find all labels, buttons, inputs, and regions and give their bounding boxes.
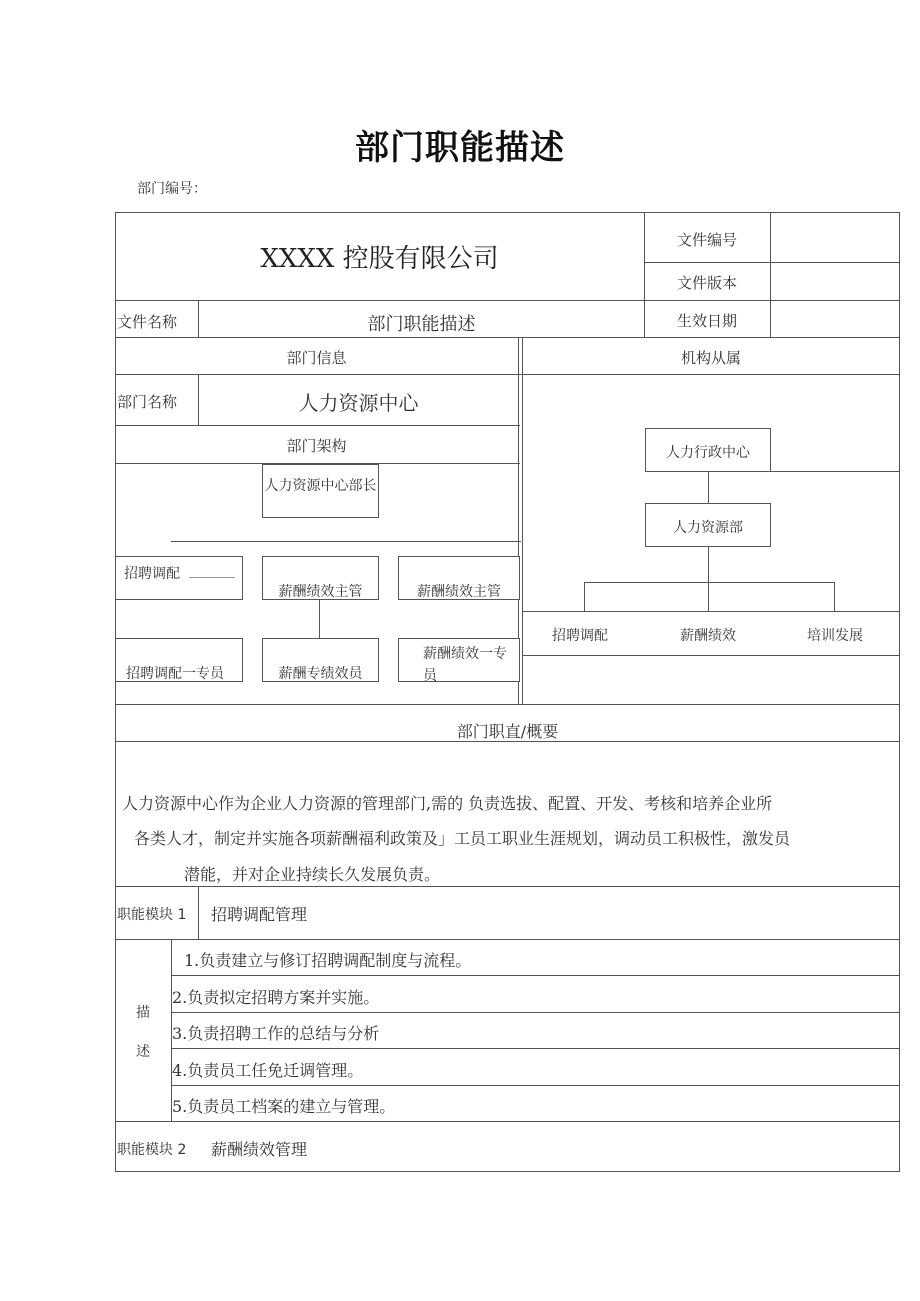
doc-version-label: 文件版本 bbox=[676, 274, 737, 292]
effective-date-label: 生效日期 bbox=[676, 312, 737, 330]
doc-number-field[interactable] bbox=[772, 218, 898, 260]
page-title: 部门职能描述 bbox=[355, 128, 565, 168]
summary-line-3: 潜能，并对企业持续长久发展负责。 bbox=[184, 865, 441, 884]
org-node-manager-2: 薪酬绩效主管 bbox=[262, 556, 379, 600]
summary-line-2: 各类人才，制定并实施各项薪酬福利政策及」工员工职业生涯规划，调动员工积极性，激发员 bbox=[134, 829, 791, 848]
doc-number-label: 文件编号 bbox=[676, 231, 737, 249]
affil-child-1: 招聘调配 bbox=[552, 628, 608, 644]
module-2-label: 职能模块 2 bbox=[117, 1142, 187, 1158]
module-1-item-1: 1.负责建立与修订招聘调配制度与流程。 bbox=[184, 951, 472, 970]
affil-child-2: 薪酬绩效 bbox=[680, 628, 736, 644]
dept-structure-heading: 部门架构 bbox=[286, 437, 347, 455]
doc-name-value: 部门职能描述 bbox=[367, 314, 476, 335]
dept-name-label: 部门名称 bbox=[117, 393, 178, 411]
org-node-manager-1: 招聘调配 bbox=[115, 556, 243, 600]
company-name: XXXX 控股有限公司 bbox=[260, 244, 499, 274]
summary-line-1: 人力资源中心作为企业人力资源的管理部门,需的 负责选拔、配置、开发、考核和培养企业所 bbox=[122, 794, 773, 813]
org-node-staff-3: 薪酬绩效一专员 bbox=[398, 638, 520, 682]
org-node-staff-1: 招聘调配一专员 bbox=[115, 638, 243, 682]
module-1-item-2: 2.负责拟定招聘方案并实施。 bbox=[172, 988, 380, 1007]
summary-heading: 部门职直/概要 bbox=[456, 722, 559, 741]
desc-label-char-1: 描 bbox=[136, 1005, 150, 1021]
org-node-head: 人力资源中心部长 bbox=[262, 464, 379, 518]
dept-number-label: 部门编号： bbox=[137, 181, 207, 197]
affil-node-dept: 人力资源部 bbox=[645, 503, 771, 547]
affiliation-heading: 机构从属 bbox=[680, 349, 741, 367]
module-1-item-5: 5.负责员工档案的建立与管理。 bbox=[172, 1097, 396, 1116]
doc-name-label: 文件名称 bbox=[117, 313, 178, 331]
effective-date-field[interactable] bbox=[772, 302, 898, 336]
affil-node-parent: 人力行政中心 bbox=[645, 428, 771, 472]
org-node-manager-3: 薪酬绩效主管 bbox=[398, 556, 520, 600]
doc-version-field[interactable] bbox=[772, 264, 898, 299]
affil-child-3: 培训发展 bbox=[807, 628, 863, 644]
module-1-name: 招聘调配管理 bbox=[211, 905, 308, 924]
dept-info-heading: 部门信息 bbox=[286, 349, 347, 367]
module-2-name: 薪酬绩效管理 bbox=[211, 1140, 308, 1159]
dept-name-value: 人力资源中心 bbox=[298, 391, 419, 415]
module-1-label: 职能模块 1 bbox=[117, 907, 187, 923]
desc-label-char-2: 述 bbox=[136, 1044, 150, 1060]
org-node-staff-2: 薪酬专绩效员 bbox=[262, 638, 379, 682]
module-1-item-3: 3.负责招聘工作的总结与分析 bbox=[172, 1024, 380, 1043]
module-1-item-4: 4.负责员工任免迁调管理。 bbox=[172, 1061, 364, 1080]
